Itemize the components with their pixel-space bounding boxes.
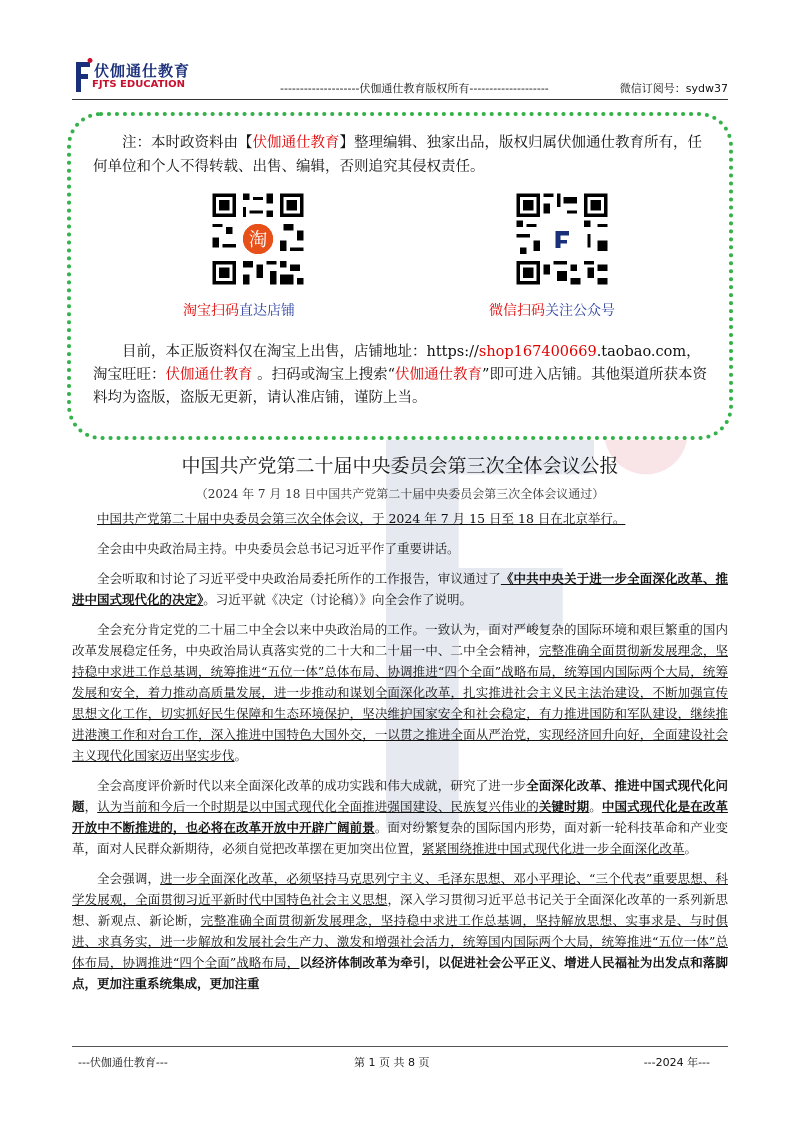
footer-brand: ---伏伽通仕教育--- [78, 1056, 168, 1069]
header-divider [72, 99, 728, 100]
page-header [72, 58, 728, 102]
wechat-qr-caption [489, 300, 615, 320]
page-number: 第 1 页 共 8 页 [354, 1056, 430, 1069]
taobao-caption-red: 淘宝扫码 [183, 303, 239, 319]
p5-d: 。 [589, 799, 602, 814]
brand-logo [72, 58, 202, 98]
notice-line1-a: 注：本时政资料由【 [122, 135, 253, 151]
document-body [72, 508, 728, 1003]
p4-underlined: 完整准确全面贯彻新发展理念，坚持稳中求进工作总基调，统筹推进“五位一体”总体布局、协调推进“四个全面”战略布局，统筹国内国际两个大局，统筹发展和安全，着力推动高质量发展，进一步推动和谋划全面深化改革，扎实推进社会主义民主法治建设，不断加强宣传思想文化工作，切实抓好民生保障和生态环境保护，坚决维护国家安全和社会稳定，有力推进国防和军队建设，继续推进港澳工作和对台工作，深入推进中国特色大国外交，一以贯之推进全面从严治党，实现经济回升向好，全面建设社会主义现代化国家迈出坚实步伐 [72, 643, 728, 763]
notice-line1-b: 】整理编辑、独家出品，版权归属伏伽通仕教育所有，任何单位和个人不得转载、出售、编辑，否则追究其侵权责任。 [93, 135, 702, 175]
notice-brand: 伏伽通仕教育 [252, 135, 340, 151]
store-info-c: 。扫码或淘宝上搜索“ [252, 367, 396, 383]
p3-b: 。习近平就《决定（讨论稿）》向全会作了说明。 [203, 592, 473, 607]
document-title: 中国共产党第二十届中央委员会第三次全体会议公报 [181, 455, 619, 477]
p6-a: 全会强调， [97, 871, 161, 886]
taobao-qr-code-icon[interactable] [209, 190, 307, 288]
brand-name-en: FJTS EDUCATION [92, 79, 186, 90]
p1-text: 中国共产党第二十届中央委员会第三次全体会议，于 2024 年 7 月 15 日至 18 日在北京举行。 [97, 511, 626, 526]
wechat-caption-rest: 关注公众号 [545, 303, 615, 319]
paragraph-4 [72, 619, 728, 766]
p2-text: 全会由中央政治局主持。中央委员会总书记习近平作了重要讲话。 [97, 541, 460, 556]
paragraph-2 [72, 538, 728, 559]
search-keyword: 伏伽通仕教育 [395, 367, 483, 383]
p4-b: 。 [234, 748, 248, 763]
copyright-banner: --------------------伏伽通仕教育版权所有-------------------- [280, 82, 549, 95]
store-info-a: 目前，本正版资料仅在淘宝上出售，店铺地址：https:// [122, 344, 479, 360]
p5-bold-1: 全面深化改革、推进中国式现代化问题 [72, 778, 728, 814]
p5-underlined-2: 紧紧围绕推进中国式现代化进一步全面深化改革 [422, 841, 685, 856]
brand-logo-icon [72, 58, 94, 94]
p5-f: 。 [684, 841, 698, 856]
p3-decision-title: 《中共中央关于进一步全面深化改革、推进中国式现代化的决定》 [72, 571, 728, 607]
paragraph-1 [72, 508, 728, 529]
store-info-d: ”即可进入店铺。其他渠道所获本资料均为盗版，盗版无更新，请认准店铺，谨防上当。 [93, 367, 707, 406]
taobao-caption-rest: 直达店铺 [239, 303, 295, 319]
p6-b: ，深入学习贯彻习近平总书记关于全面深化改革的一系列新思想、新观点、新论断， [72, 892, 728, 928]
store-info-b: .taobao.com，淘宝旺旺： [93, 344, 701, 383]
svg-text:淘: 淘 [248, 230, 268, 252]
store-link-id[interactable]: shop167400669 [478, 344, 597, 360]
p5-a: 全会高度评价新时代以来全面深化改革的成功实践和伟大成就，研究了进一步 [97, 778, 527, 793]
p5-bold-2: 关键时期 [538, 799, 590, 814]
p6-bold: 以经济体制改革为牵引，以促进社会公平正义、增进人民福祉为出发点和落脚点，更加注重系统集成，更加注重 [72, 955, 728, 991]
wangwang-name: 伏伽通仕教育 [165, 367, 253, 383]
copyright-notice-text [93, 131, 713, 179]
copyright-notice-box [67, 112, 733, 440]
p5-underlined-1: 认为当前和今后一个时期是以中国式现代化全面推进强国建设、民族复兴伟业的 [97, 799, 539, 814]
paragraph-3 [72, 568, 728, 610]
p3-a: 全会听取和讨论了习近平受中央政治局委托所作的工作报告，审议通过了 [97, 571, 501, 586]
p4-a: 全会充分肯定党的二十届二中全会以来中央政治局的工作。一致认为，面对严峻复杂的国际环境和艰巨繁重的国内改革发展稳定任务，中央政治局认真落实党的二十大和二十届一中、二中全会精神， [72, 622, 728, 658]
footer-year: ---2024 年--- [643, 1056, 710, 1069]
document-subtitle: （2024 年 7 月 18 日中国共产党第二十届中央委员会第三次全体会议通过） [195, 487, 605, 501]
footer-divider [72, 1046, 728, 1047]
wechat-caption-red: 微信扫码 [489, 303, 545, 319]
wechat-qr-code-icon[interactable] [513, 190, 611, 288]
p6-underlined-1: 进一步全面深化改革，必须坚持马克思列宁主义、毛泽东思想、邓小平理论、“三个代表”重要思想、科学发展观，全面贯彻习近平新时代中国特色社会主义思想 [72, 871, 728, 907]
brand-name-cn: 伏伽通仕教育 [94, 62, 191, 80]
paragraph-6 [72, 868, 728, 994]
paragraph-5 [72, 775, 728, 859]
p5-bold-3: 中国式现代化是在改革开放中不断推进的，也必将在改革开放中开辟广阔前景 [72, 799, 728, 835]
store-info-text [93, 341, 713, 410]
p5-c: ， [84, 799, 98, 814]
wechat-account-id: 微信订阅号：sydw37 [619, 82, 728, 95]
p5-e: 。面对纷繁复杂的国际国内形势，面对新一轮科技革命和产业变革，面对人民群众新期待，必须自觉把改革摆在更加突出位置， [72, 820, 728, 856]
taobao-qr-caption [183, 300, 295, 320]
p6-underlined-2: 完整准确全面贯彻新发展理念，坚持稳中求进工作总基调，坚持解放思想、实事求是、与时俱进、求真务实，进一步解放和发展社会生产力、激发和增强社会活力，统筹国内国际两个大局，统筹推进“五位一体”总体布局，协调推进“四个全面”战略布局， [72, 913, 728, 970]
